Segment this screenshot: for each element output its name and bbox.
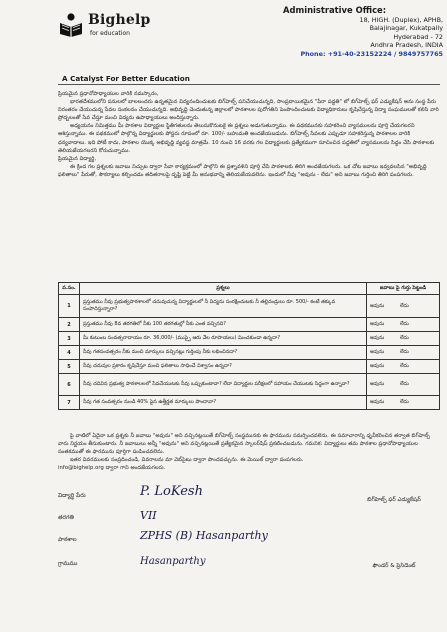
row-number: 6: [59, 374, 80, 396]
tagline: A Catalyst For Better Education: [62, 74, 190, 83]
brand-subtitle: for education: [90, 30, 130, 37]
table-row: [59, 332, 440, 346]
answer-no[interactable]: లేదు: [400, 302, 409, 309]
row-number: 3: [59, 332, 80, 346]
question-text: నీవు గత సంవత్సరం నుండి 40% పైన ఉత్తీర్ణత మార్కులు పొందావా?: [80, 396, 367, 410]
answer-options[interactable]: [367, 346, 440, 360]
table-header-row: [59, 283, 440, 295]
org-signature-label: బిగ్‌హెల్ప్ ఫర్ ఎడ్యుకేషన్: [367, 497, 421, 503]
answer-options[interactable]: [367, 360, 440, 374]
book-reader-icon: [58, 12, 84, 38]
answer-yes[interactable]: అవును: [370, 321, 385, 327]
school-value[interactable]: ZPHS (B) Hasanparthy: [140, 529, 268, 542]
village-value[interactable]: Hasanparthy: [140, 556, 206, 567]
table-row: [59, 396, 440, 410]
answer-yes[interactable]: అవును: [370, 335, 385, 341]
table-row: [59, 318, 440, 332]
question-text: నీవు గతసంవత్సరం నీకు మంచి మార్కులు వచ్చినట్లు గుర్తింపు నీకు లభించినదా?: [80, 346, 367, 360]
answer-options[interactable]: [367, 374, 440, 396]
class-value[interactable]: VII: [140, 509, 157, 522]
answer-yes[interactable]: అవును: [370, 381, 385, 387]
paragraph: భారతదేశములోని పనులలో బాలలందరు ఉన్నతమైన విద్యనందించుటకు బిగ్‌హెల్ప్ పనిచేయుచున్నది, సాంప్రదాయికమైన "పేరా పద్ధతి" లో బిగ్‌హెల్ప్ ఫర్ ఎడ్యుకేషన్ అను సంస్థ పేరు నిరంతరం చేయుచున్న సేవల సంకలనం చేయుచున్నది. అభివృద్ధి చెందుతున్న జిల్లాలలో పాఠశాలల పురోగతిని పెంపొందించుటకు విద్యాధికారులు కృషిచేస్తున్న విద్యా సంఘములతో కలిసి వారి ప్రోద్బలంతో సేవ చేస్తూ మంచి విద్యను ఉపాధ్యాయులు అందిస్తున్నారు.: [58, 99, 439, 122]
paragraph: పై వాటిలో ఏదైనా ఒక ప్రశ్నకు నీ జవాబు "అవును" అని వచ్చినట్లయితే బిగ్‌హెల్ప్ సంస్థమునకు ఈ ఫారమును సమర్పించవలెను. ఈ సమాచారాన్ని ధృవీకరించిన తర్వాత బిగ్‌హెల్ప్ వారు నిర్ణయం తీసుకుంటారు. నీ జవాబులు అన్నీ "అవును" అని వచ్చినట్లయితే ప్రత్యేకమైన స్కాలర్‌షిప్ ప్రకటించబడును. గమనిక: విద్యార్థులు తమ పాఠశాల ప్రధానోపాధ్యాయుల సంతకముతో ఈ ఫారమును పూర్తిగా పంపించవలెను.: [58, 433, 430, 456]
answer-no[interactable]: లేదు: [400, 335, 409, 341]
answer-no[interactable]: లేదు: [400, 363, 409, 369]
bighelp-logo: [58, 8, 208, 68]
answer-options[interactable]: [367, 396, 440, 410]
answer-options[interactable]: [367, 318, 440, 332]
office-phone: Phone: +91-40-23152224 / 9849757765: [300, 49, 443, 58]
table-row: [59, 360, 440, 374]
col-header-serial: వ.సం.: [59, 283, 80, 295]
col-header-answer: జవాబు పై గుర్తు పెట్టండి: [367, 283, 440, 295]
class-label: తరగతి: [58, 515, 74, 521]
question-text: నీవు చదివిన ప్రభుత్వ పాఠశాలలలో సేవచేయుటకు నీవు ఒప్పుకుంటావా? లేదా విద్యార్థుల పరీక్షలలో సహాయం చేయుటకు సిద్ధంగా ఉన్నావా?: [80, 374, 367, 396]
answer-yes[interactable]: అవును: [370, 363, 385, 369]
row-number: 2: [59, 318, 80, 332]
answer-yes[interactable]: అవును: [370, 399, 385, 405]
student-name-label: విద్యార్థి పేరు: [58, 493, 86, 499]
village-label: గ్రామము: [58, 561, 78, 567]
table-row: [59, 295, 440, 318]
questionnaire-table: [58, 282, 440, 410]
table-row: [59, 346, 440, 360]
answer-no[interactable]: లేదు: [400, 321, 409, 327]
question-text: నీవు చదువుల ప్రకారం కృషిచేస్తూ మంచి ఫలితాలు సాధించే విశ్వాసం ఉన్నదా?: [80, 360, 367, 374]
letter-closing: [58, 432, 440, 472]
paragraph: ఇతర వివరములకు సంప్రదించండి, వివరాలను మా వెబ్‌సైటు ద్వారా పొందవచ్చును. ఈ మెయిల్ ద్వారా పంపగలరు.: [70, 457, 304, 464]
question-text: మీ కుటుంబ సంవత్సరాదాయం రూ. 36,000/- (ముప్పై ఆరు వేల రూపాయలు) మించకుండా ఉన్నదా?: [80, 332, 367, 346]
col-header-question: ప్రశ్నలు: [80, 283, 367, 295]
salutation-student: ప్రియమైన విద్యార్థి,: [58, 155, 97, 162]
table-row: [59, 374, 440, 396]
answer-no[interactable]: లేదు: [400, 381, 409, 387]
letter-intro: [58, 90, 440, 179]
paragraph: ఈ క్రింద గల ప్రశ్నలకు జవాబు నిచ్చుట ద్వారా సేవా కార్యక్రమంలో పాల్గొని ఈ ప్రశ్నావళిని పూర్తి చేసి పాఠశాలకు తిరిగి అందజేయగలరు. ఒక చోట జవాబు ఇవ్వవలసిన "అభివృద్ధి ఫలితాలు" పేరుతో, సౌకర్యాలు కల్పించడం తదితరాలపై దృష్టి పెట్టి మీ అనుభవాన్ని తెలియజేయవలెను. ఇందులో నీవు "అవును - లేదు" అని జవాబు గుర్తించి తిరిగి పంపగలరు.: [58, 163, 427, 178]
office-line: Andhra Pradesh, INDIA: [370, 41, 443, 50]
answer-yes[interactable]: అవును: [370, 349, 385, 355]
answer-options[interactable]: [367, 295, 440, 318]
office-line: Hyderabad - 72: [393, 32, 443, 41]
email-line: info@bighelp.org ద్వారా గాని అందజేయగలరు.: [58, 465, 166, 472]
answer-no[interactable]: లేదు: [400, 399, 409, 405]
brand-name: Bighelp: [88, 12, 151, 28]
header-divider: [58, 84, 440, 85]
office-address: [283, 6, 443, 59]
office-line: Balajinagar, Kukatpally: [369, 24, 443, 33]
answer-no[interactable]: లేదు: [400, 349, 409, 355]
paragraph: అధ్యయనం నిమిత్తము మీ పాఠశాల విద్యార్థుల స్థితిగతులను తెలుసుకొనుటకై ఈ ప్రశ్నలు అడుగుతున్నాము. ఈ పథకమునకు సహకరించి వ్యాసములను పూర్తి చేయగలరని ఆశిస్తున్నాము. ఈ పథకములో పాల్గొన్న విద్యార్థులకు పోస్టరు రూపంలో రూ. 100/- బహుమతి అందజేయబడును. బిగ్‌హెల్ప్ సేవలకు ఎప్పుడూ సహకరిస్తున్న పాఠశాలల వారికి ధన్యవాదాలు. ఇది పోటీ కాదు, పాఠశాల యొక్క అభివృద్ధి వ్యవస్థ మాత్రమే. 10 నుంచి 16 వరకు గల విద్యార్థులకు ప్రత్యేకముగా సూచించిన పద్ధతిలో వ్యాసములను సిద్ధం చేసి పాఠశాలకు తెలియజేయగలరని కోరుచున్నాము.: [58, 123, 435, 154]
student-name-value[interactable]: P. LoKesh: [140, 484, 203, 499]
row-number: 1: [59, 295, 80, 318]
school-label: పాఠశాల: [58, 537, 77, 543]
salutation-headmaster: ప్రియమైన ప్రధానోపాధ్యాయుల వారికి నమస్కారం,: [58, 91, 159, 97]
office-title: Administrative Office:: [283, 5, 387, 15]
question-text: ప్రస్తుతము నీవు ప్రభుత్వపాఠశాలలో చదువుచున్న విద్యార్థులలో నీ విద్యను సంరక్షించుటకు నీ తల్లిదండ్రులు రూ. 500/- కంటే తక్కువ సంపాదిస్తున్నారా?: [80, 295, 367, 318]
answer-yes[interactable]: అవును: [370, 302, 385, 309]
answer-options[interactable]: [367, 332, 440, 346]
office-line: 18, HIGH. (Duplex), APHB,: [359, 15, 443, 24]
question-text: ప్రస్తుతము నీవు 8వ తరగతిలో నీకు 100 తరగతుల్లో నీకు ఎంత వచ్చినది?: [80, 318, 367, 332]
row-number: 5: [59, 360, 80, 374]
founder-title: ఫౌండర్ & ప్రెసిడెంట్: [372, 563, 416, 569]
row-number: 4: [59, 346, 80, 360]
row-number: 7: [59, 396, 80, 410]
